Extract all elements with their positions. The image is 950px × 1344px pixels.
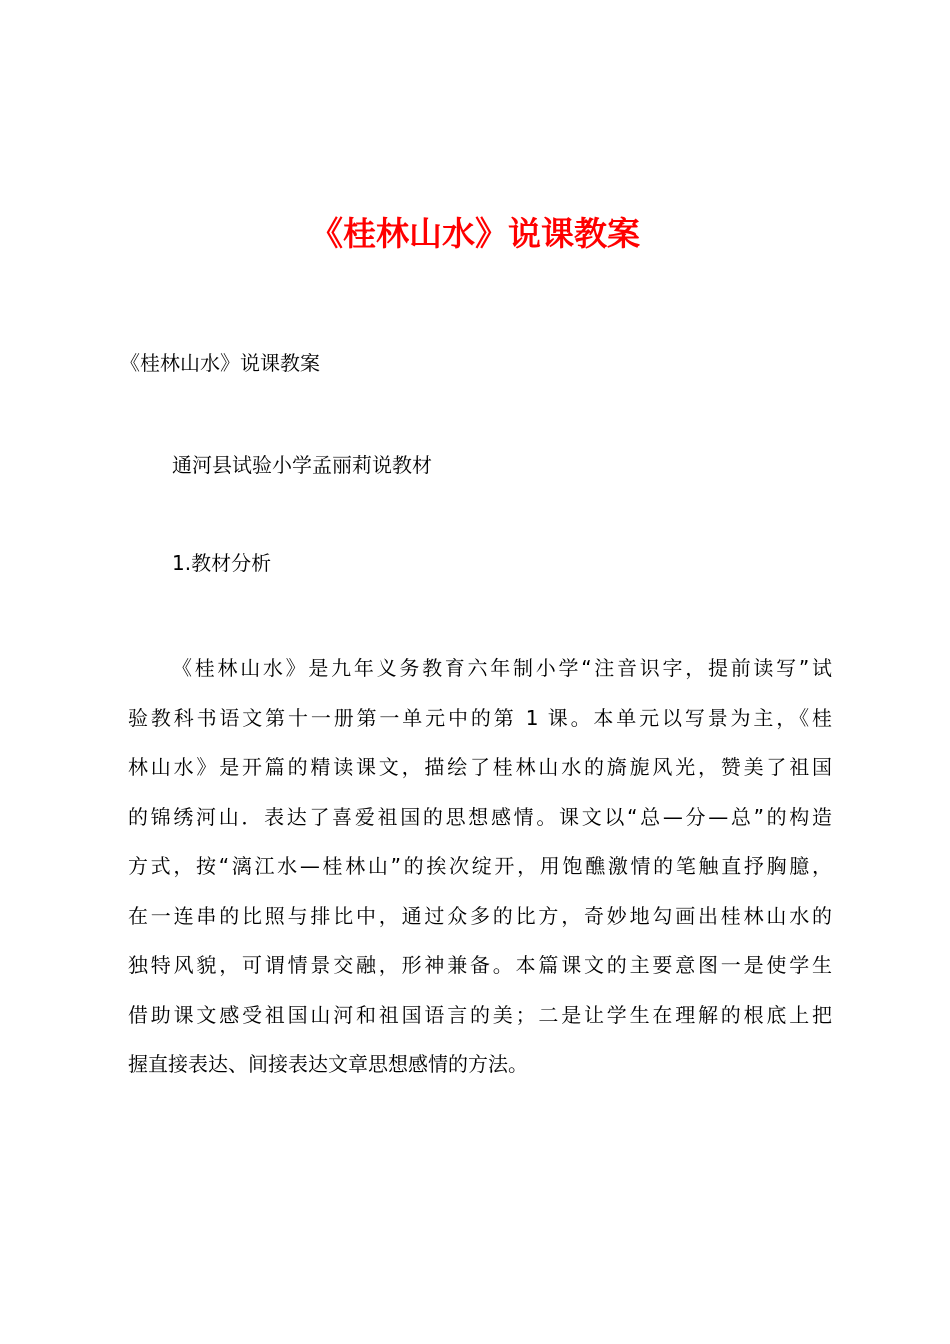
paragraph-line: 方式，按“漓江水—桂林山”的挨次绽开，用饱醮激情的笔触直抒胸臆， [128,854,832,878]
paragraph-line: 的锦绣河山．表达了喜爱祖国的思想感情。课文以“总—分—总”的构造 [128,804,832,829]
document-subtitle: 《桂林山水》说课教案 [120,351,320,375]
paragraph-line: 林山水》是开篇的精读课文，描绘了桂林山水的旖旎风光，赞美了祖国 [128,755,832,779]
paragraph-line: 借助课文感受祖国山河和祖国语言的美；二是让学生在理解的根底上把 [128,1002,832,1027]
paragraph-line: 握直接表达、间接表达文章思想感情的方法。 [128,1052,528,1076]
paragraph-line: 《桂林山水》是九年义务教育六年制小学“注音识字，提前读写”试 [172,656,832,680]
paragraph-line: 验教科书语文第十一册第一单元中的第 1 课。本单元以写景为主，《桂 [128,705,832,730]
page-title: 《桂林山水》说课教案 [310,214,640,253]
author-line: 通河县试验小学孟丽莉说教材 [172,453,432,477]
section-heading: 1.教材分析 [172,551,272,575]
paragraph-line: 在一连串的比照与排比中，通过众多的比方，奇妙地勾画出桂林山水的 [128,903,832,928]
paragraph-line: 独特风貌，可谓情景交融，形神兼备。本篇课文的主要意图一是使学生 [128,953,832,977]
body-paragraph [128,644,832,1090]
